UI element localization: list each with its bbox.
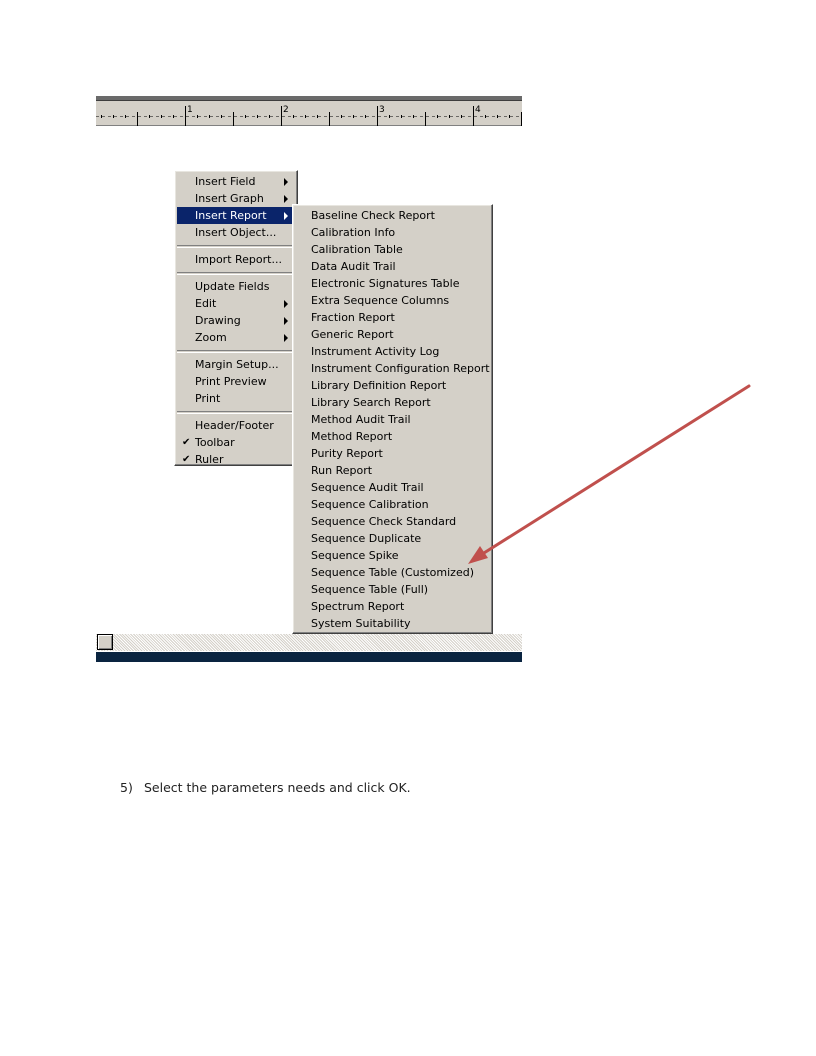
submenu-item-label: Spectrum Report	[311, 600, 405, 613]
ruler-label: 2	[283, 105, 289, 115]
ruler-ticks	[96, 101, 522, 126]
step-text: Select the parameters needs and click OK.	[144, 780, 411, 795]
menu-item-label: Insert Object...	[195, 226, 277, 239]
submenu-item-label: Electronic Signatures Table	[311, 277, 460, 290]
menu-item-label: Edit	[195, 297, 217, 310]
submenu-item-label: Instrument Activity Log	[311, 345, 440, 358]
menu-item-label: Update Fields	[195, 280, 270, 293]
menu-item-label: Insert Report	[195, 209, 267, 222]
ruler-label: 4	[475, 105, 481, 115]
menu-item-label: Print Preview	[195, 375, 267, 388]
submenu-item-calibration-info[interactable]	[293, 224, 492, 241]
submenu-item-electronic-signatures-table[interactable]	[293, 275, 492, 292]
submenu-item-label: Sequence Spike	[311, 549, 399, 562]
submenu-arrow-icon	[284, 178, 288, 186]
menu-separator	[177, 350, 295, 353]
submenu-item-label: Generic Report	[311, 328, 394, 341]
annotation-arrow-icon	[460, 380, 760, 580]
menu-item-label: Toolbar	[195, 436, 235, 449]
menu-item-edit[interactable]	[177, 295, 295, 312]
submenu-arrow-icon	[284, 195, 288, 203]
submenu-arrow-icon	[284, 317, 288, 325]
submenu-item-label: Sequence Table (Customized)	[311, 566, 475, 579]
menu-item-label: Ruler	[195, 453, 224, 466]
submenu-item-label: Purity Report	[311, 447, 383, 460]
submenu-item-spectrum-report[interactable]	[293, 598, 492, 615]
submenu-item-label: Fraction Report	[311, 311, 395, 324]
submenu-item-baseline-check-report[interactable]	[293, 207, 492, 224]
ruler-label: 1	[187, 105, 193, 115]
submenu-item-fraction-report[interactable]	[293, 309, 492, 326]
submenu-item-label: Method Audit Trail	[311, 413, 411, 426]
submenu-item-label: Instrument Configuration Report	[311, 362, 490, 375]
menu-item-label: Drawing	[195, 314, 241, 327]
menu-item-insert-object[interactable]	[177, 224, 295, 241]
step-number: 5)	[120, 780, 133, 795]
submenu-item-label: Sequence Check Standard	[311, 515, 457, 528]
instruction-step	[120, 780, 411, 795]
menu-item-label: Header/Footer	[195, 419, 274, 432]
status-bar	[96, 652, 522, 662]
submenu-item-label: Data Audit Trail	[311, 260, 396, 273]
submenu-item-label: Sequence Duplicate	[311, 532, 422, 545]
submenu-item-label: Sequence Audit Trail	[311, 481, 424, 494]
menu-item-update-fields[interactable]	[177, 278, 295, 295]
menu-item-print[interactable]	[177, 390, 295, 407]
submenu-item-instrument-activity-log[interactable]	[293, 343, 492, 360]
submenu-arrow-icon	[284, 334, 288, 342]
menu-separator	[177, 411, 295, 414]
submenu-item-generic-report[interactable]	[293, 326, 492, 343]
submenu-item-label: Calibration Info	[311, 226, 396, 239]
menu-item-print-preview[interactable]	[177, 373, 295, 390]
submenu-item-instrument-configuration-report[interactable]	[293, 360, 492, 377]
menu-item-label: Margin Setup...	[195, 358, 279, 371]
submenu-item-label: Library Search Report	[311, 396, 431, 409]
menu-separator	[177, 272, 295, 275]
menu-item-drawing[interactable]	[177, 312, 295, 329]
menu-item-insert-field[interactable]	[177, 173, 295, 190]
submenu-item-label: Baseline Check Report	[311, 209, 435, 222]
ruler	[96, 101, 522, 126]
submenu-item-label: Calibration Table	[311, 243, 403, 256]
ruler-label: 3	[379, 105, 385, 115]
submenu-arrow-icon	[284, 300, 288, 308]
submenu-item-label: Run Report	[311, 464, 373, 477]
submenu-item-label: Library Definition Report	[311, 379, 447, 392]
menu-item-label: Print	[195, 392, 221, 405]
submenu-item-calibration-table[interactable]	[293, 241, 492, 258]
menu-item-label: Insert Graph	[195, 192, 264, 205]
submenu-item-label: Method Report	[311, 430, 393, 443]
menu-item-label: Zoom	[195, 331, 227, 344]
submenu-item-label: Extra Sequence Columns	[311, 294, 450, 307]
menu-item-zoom[interactable]	[177, 329, 295, 346]
context-menu	[174, 170, 298, 466]
menu-item-margin-setup[interactable]	[177, 356, 295, 373]
menu-item-insert-graph[interactable]	[177, 190, 295, 207]
horizontal-scrollbar[interactable]	[96, 634, 522, 651]
menu-item-header-footer[interactable]	[177, 417, 295, 434]
submenu-item-sequence-table-full[interactable]	[293, 581, 492, 598]
menu-separator	[177, 245, 295, 248]
scrollbar-button[interactable]	[97, 634, 113, 650]
submenu-item-label: Sequence Calibration	[311, 498, 429, 511]
menu-item-insert-report[interactable]	[177, 207, 295, 224]
menu-item-ruler[interactable]	[177, 451, 295, 468]
checkmark-icon: ✔	[182, 437, 191, 448]
menu-item-import-report[interactable]	[177, 251, 295, 268]
submenu-item-extra-sequence-columns[interactable]	[293, 292, 492, 309]
submenu-item-data-audit-trail[interactable]	[293, 258, 492, 275]
checkmark-icon: ✔	[182, 454, 191, 465]
submenu-item-label: System Suitability	[311, 617, 411, 630]
submenu-arrow-icon	[284, 212, 288, 220]
menu-item-label: Insert Field	[195, 175, 256, 188]
menu-item-label: Import Report...	[195, 253, 282, 266]
submenu-item-label: Sequence Table (Full)	[311, 583, 429, 596]
menu-item-toolbar[interactable]	[177, 434, 295, 451]
submenu-item-system-suitability[interactable]	[293, 615, 492, 632]
